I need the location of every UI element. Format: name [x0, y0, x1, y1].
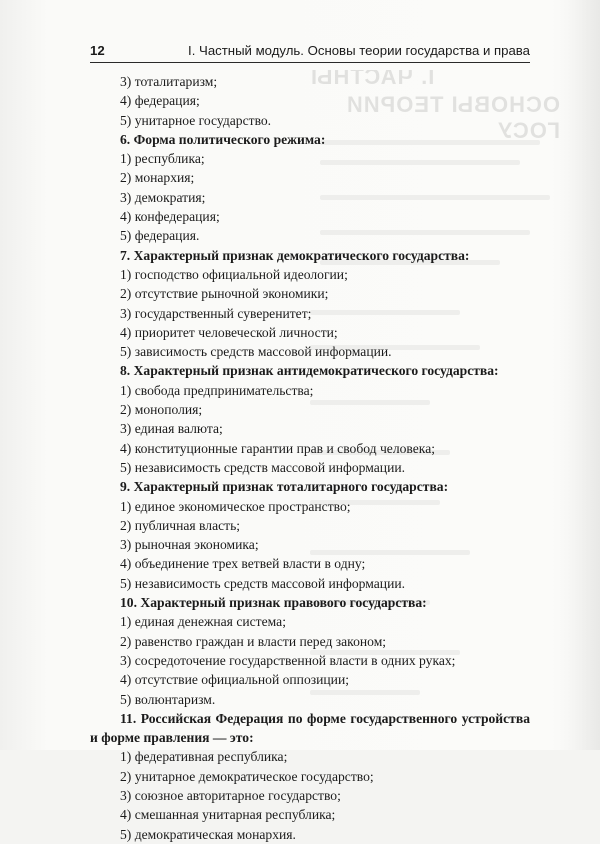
test-questions [90, 72, 530, 844]
answer-option: 4) конфедерация; [120, 209, 220, 225]
answer-option: 4) объединение трех ветвей власти в одну; [120, 556, 366, 572]
answer-option: 4) отсутствие официальной оппозиции; [120, 672, 350, 688]
answer-option: 1) единая денежная система; [120, 614, 286, 630]
answer-option: 2) монархия; [120, 170, 195, 186]
answer-option: 5) независимость средств массовой информации. [120, 459, 406, 475]
answer-option: 5) волюнтаризм. [120, 691, 216, 707]
question-heading: 11. Российская Федерация по форме государственного устройства и форме правления — это: [90, 710, 530, 746]
answer-option: 2) публичная власть; [120, 517, 241, 533]
answer-option: 4) конституционные гарантии прав и свобод человека; [120, 440, 435, 456]
question-heading: 10. Характерный признак правового государства: [120, 595, 427, 611]
answer-option: 3) сосредоточение государственной власти в одних руках; [120, 652, 456, 668]
answer-option: 5) независимость средств массовой информации. [120, 575, 406, 591]
answer-option: 2) монополия; [120, 402, 203, 418]
answer-option: 5) федерация. [120, 228, 200, 244]
question-heading: 6. Форма политического режима: [120, 131, 326, 147]
bleed-heading-2: ОСНОВЫ ТЕОРИИ ГОСУ [345, 92, 560, 143]
answer-option: 1) господство официальной идеологии; [120, 266, 348, 282]
answer-option: 3) государственный суверенитет; [120, 305, 312, 321]
answer-option: 2) равенство граждан и власти перед законом; [120, 633, 387, 649]
page-shadow [566, 0, 600, 750]
bleed-heading-1: I. ЧАСТНЫ [310, 70, 435, 89]
answer-option: 1) федеративная республика; [120, 749, 288, 765]
answer-option: 3) единая валюта; [120, 421, 223, 437]
question-heading: 9. Характерный признак тоталитарного государства: [120, 479, 449, 495]
answer-option: 5) унитарное государство. [120, 112, 272, 128]
running-header [90, 42, 530, 63]
answer-option: 4) смешанная унитарная республика; [120, 807, 336, 823]
answer-option: 1) республика; [120, 151, 205, 167]
answer-option: 1) свобода предпринимательства; [120, 382, 314, 398]
answer-option: 4) приоритет человеческой личности; [120, 324, 338, 340]
answer-option: 3) рыночная экономика; [120, 537, 259, 553]
answer-option: 5) демократическая монархия. [120, 826, 296, 842]
answer-option: 2) отсутствие рыночной экономики; [120, 286, 329, 302]
question-heading: 8. Характерный признак антидемократического государства: [120, 363, 499, 379]
answer-option: 3) союзное авторитарное государство; [120, 787, 341, 803]
answer-option: 4) федерация; [120, 93, 200, 109]
answer-option: 3) тоталитаризм; [120, 74, 218, 89]
answer-option: 1) единое экономическое пространство; [120, 498, 351, 514]
page-number: 12 [90, 43, 105, 58]
answer-option: 2) унитарное демократическое государство; [120, 768, 374, 784]
answer-option: 3) демократия; [120, 189, 206, 205]
question-heading: 7. Характерный признак демократического государства: [120, 247, 470, 263]
answer-option: 5) зависимость средств массовой информации. [120, 344, 392, 360]
chapter-title: I. Частный модуль. Основы теории государства и права [188, 43, 530, 58]
